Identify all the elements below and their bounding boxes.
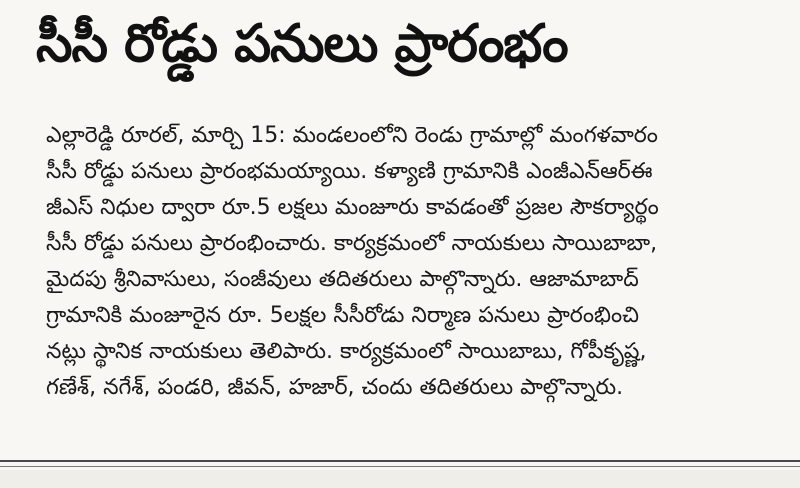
column-divider-thin (0, 466, 800, 467)
article-line: నట్లు స్థానిక నాయకులు తెలిపారు. కార్యక్రమంలో సాయిబాబు, గోపీకృష్ణ, (46, 339, 647, 364)
article-headline: సీసీ రోడ్డు పనులు ప్రారంభం (36, 14, 568, 74)
article-line: ఎల్లారెడ్డి రూరల్, మార్చి 15: మండలంలోని రెండు గ్రామాల్లో మంగళవారం (46, 123, 658, 148)
article-line: సీసీ రోడ్డు పనులు ప్రారంభించారు. కార్యక్రమంలో నాయకులు సాయిబాబా, (46, 231, 658, 256)
paper-edge (0, 470, 800, 488)
column-divider (0, 460, 800, 462)
article-line: గ్రామానికి మంజూరైన రూ. 5లక్షల సీసీరోడు నిర్మాణ పనులు ప్రారంభించి (46, 303, 639, 328)
article-line: మైదపు శ్రీనివాసులు, సంజీవులు తదితరులు పాల్గొన్నారు. ఆజామాబాద్ (46, 267, 639, 292)
article-line: సీసీ రోడ్డు పనులు ప్రారంభమయ్యాయి. కళ్యాణి గ్రామానికి ఎంజీఎన్‌ఆర్‌ఈ (46, 159, 653, 184)
article-line: గణేశ్, నగేశ్, పండరి, జీవన్, హజార్, చందు తదితరులు పాల్గొన్నారు. (46, 375, 624, 400)
article-line: జీఎస్ నిధుల ద్వారా రూ.5 లక్షలు మంజూరు కావడంతో ప్రజల సౌకర్యార్థం (46, 195, 659, 220)
article-body (46, 118, 786, 406)
